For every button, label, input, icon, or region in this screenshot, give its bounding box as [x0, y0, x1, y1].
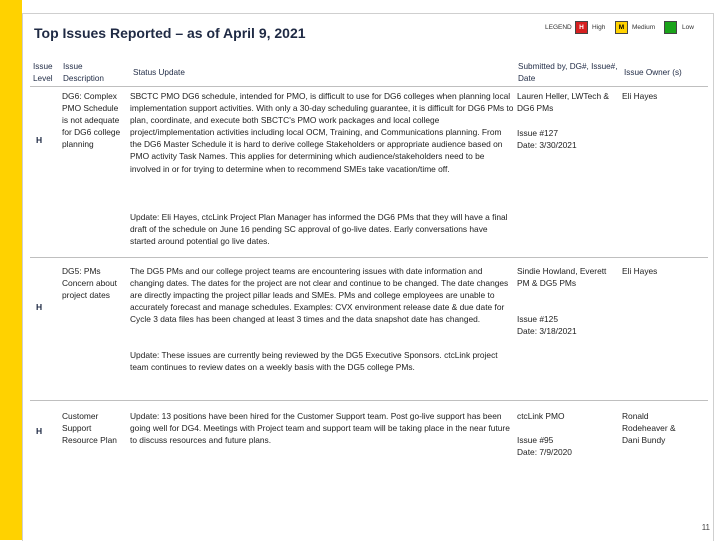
issue-owner: Eli Hayes — [622, 91, 658, 101]
issue-submitted-name: Sindie Howland, Everett PM & DG5 PMs — [517, 266, 607, 289]
row-divider — [30, 257, 708, 258]
issue-level-badge: H — [36, 302, 43, 312]
accent-side-bar — [0, 0, 22, 540]
issue-owner: Ronald Rodeheaver & Dani Bundy — [622, 411, 676, 446]
legend-low-box — [664, 21, 677, 34]
issue-description: DG6: Complex PMO Schedule is not adequate for DG6 college planning — [62, 91, 121, 150]
legend-low-label: Low — [682, 24, 694, 31]
issue-submitted-name: ctcLink PMO — [517, 411, 565, 421]
issue-date: Date: 3/30/2021 — [517, 140, 577, 150]
legend — [545, 21, 705, 35]
issue-date: Date: 3/18/2021 — [517, 326, 577, 336]
issue-update: Update: Eli Hayes, ctcLink Project Plan Manager has informed the DG6 PMs that they will have a final draft of the schedule on June 16 pending SC approval of go-live dates. Early conversations have started around potential go live dates. — [130, 212, 508, 247]
issue-level-badge: H — [36, 135, 43, 145]
col-header-issue-description: Issue Description — [63, 62, 104, 83]
page-number: 11 — [701, 523, 710, 532]
row-divider — [30, 400, 708, 401]
issue-description: DG5: PMs Concern about project dates — [62, 266, 117, 301]
legend-medium-label: Medium — [632, 24, 656, 31]
issue-number: Issue #125 — [517, 314, 558, 324]
legend-medium-box: M — [615, 21, 628, 34]
issue-owner: Eli Hayes — [622, 266, 658, 276]
issue-number: Issue #127 — [517, 128, 558, 138]
legend-high-box: H — [575, 21, 588, 34]
issue-date: Date: 7/9/2020 — [517, 447, 572, 457]
issue-number: Issue #95 — [517, 435, 554, 445]
issue-status: Update: 13 positions have been hired for the Customer Support team. Post go-live support has been going well for DG4. Meetings with Project team and support team will be taking place in the near future to discuss resources and future plans. — [130, 411, 510, 446]
legend-high-label: High — [592, 24, 606, 31]
col-header-submitted-by: Submitted by, DG#, Issue#, Date — [518, 62, 618, 83]
issue-submitted-name: Lauren Heller, LWTech & DG6 PMs — [517, 91, 610, 114]
issue-status: The DG5 PMs and our college project teams are encountering issues with date information and changing dates. The dates for the project are not clear and continue to be changed. The date changes are directly impacting the project pillar leads and SMEs. PMs and college employees are unable to accurately forecast and manage schedules. Examples: CVX environment release date & due date for Cycle 3 data files has been changed at least 3 times and the data snapshot date has changed. — [130, 266, 509, 325]
issue-level-badge: H — [36, 426, 43, 436]
issue-status: SBCTC PMO DG6 schedule, intended for PMO, is difficult to use for DG6 colleges when planning local implementation support activities. With only a 30-day scheduling guarantee, it is difficult for DG6 PMs to plan, coordinate, and execute both SBCTC's PMO work packages and local college project/implementation activities including local OCM, Training, and Communications planning. From the DG6 Master Schedule it is hard to derive college Stakeholders or appropriate audience based on PMO activity Task Names. This applies for determining which audience/stakeholders need to be involved in or for trying to determine when to recommend SMEs take vacation/time off. — [130, 91, 514, 174]
col-header-status-update: Status Update — [133, 68, 185, 77]
header-divider — [30, 86, 708, 87]
issue-update: Update: These issues are currently being reviewed by the DG5 Executive Sponsors. ctcLink project team continues to review dates on a weekly basis with the DG5 college PMs. — [130, 350, 498, 373]
col-header-issue-owner: Issue Owner (s) — [624, 68, 682, 77]
issue-description: Customer Support Resource Plan — [62, 411, 117, 446]
legend-label: LEGEND — [545, 24, 572, 31]
page-title: Top Issues Reported – as of April 9, 2021 — [34, 25, 306, 41]
col-header-issue-level: Issue Level — [33, 62, 53, 83]
